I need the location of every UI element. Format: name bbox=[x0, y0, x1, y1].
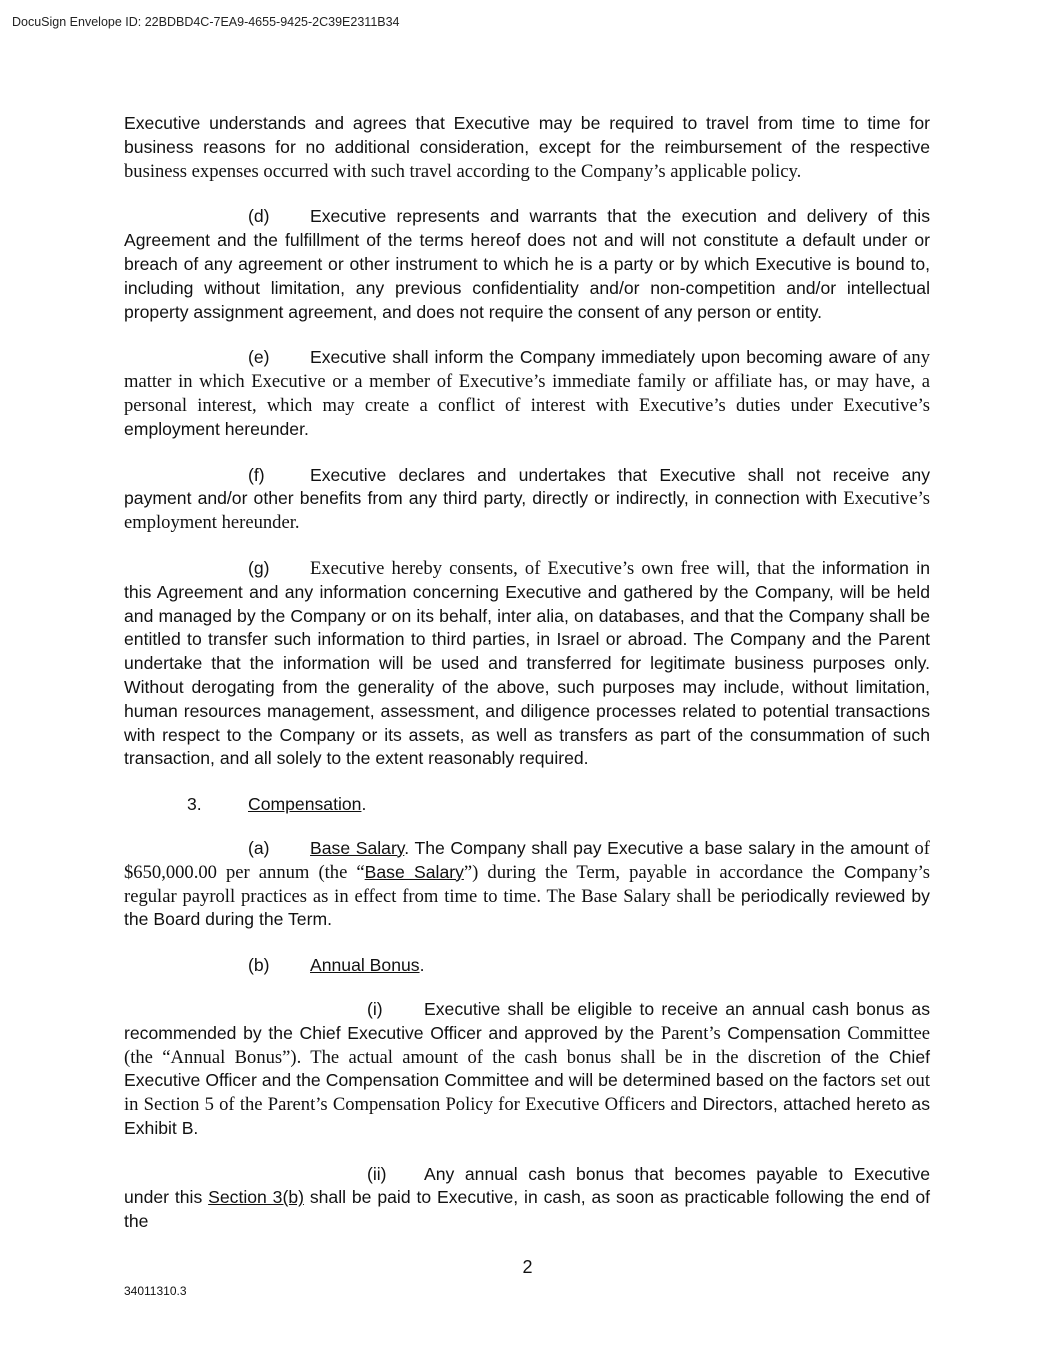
paragraph-g bbox=[124, 557, 930, 771]
paragraph-b-i-text-3: of the Chief Executive Officer and the Compensation Committee and will be determined based on the factors bbox=[124, 1046, 930, 1091]
paragraph-b-i bbox=[124, 998, 930, 1141]
paragraph-e-text-end: employment hereunder. bbox=[124, 418, 309, 439]
document-body bbox=[124, 112, 930, 1234]
paragraph-b-i-label: (i) bbox=[367, 998, 383, 1019]
paragraph-g-text-serif: Executive hereby consents, of Executive’s own free will, that the bbox=[310, 557, 822, 579]
paragraph-e bbox=[124, 346, 930, 441]
intro-paragraph bbox=[124, 112, 930, 183]
paragraph-a-text: . The Company shall pay Executive a base salary in the amount bbox=[404, 837, 915, 858]
paragraph-b-i-text-4: Directors, attached hereto as Exhibit B. bbox=[124, 1094, 930, 1138]
paragraph-b-heading-period: . bbox=[419, 955, 425, 976]
paragraph-e-text: Executive shall inform the Company immediately upon becoming aware of bbox=[310, 347, 904, 368]
paragraph-b-i-text-serif: Parent’s bbox=[660, 1022, 728, 1044]
section-3-number: 3. bbox=[187, 794, 202, 815]
paragraph-f-text-serif: Executive’s employment hereunder. bbox=[124, 488, 930, 534]
paragraph-a-label: (a) bbox=[248, 837, 270, 858]
paragraph-b bbox=[124, 954, 930, 978]
paragraph-a-heading: Base Salary bbox=[310, 837, 405, 858]
paragraph-e-label: (e) bbox=[248, 347, 270, 368]
paragraph-a-text-serif: of $650,000.00 per annum (the “ bbox=[124, 837, 930, 883]
page-number: 2 bbox=[522, 1257, 533, 1277]
section-3-title: Compensation bbox=[248, 794, 362, 815]
intro-text: Executive understands and agrees that Executive may be required to travel from time to time for business reasons for no additional consideration, except for the reimbursement of the respective bbox=[124, 113, 930, 157]
paragraph-g-label: (g) bbox=[248, 557, 270, 578]
paragraph-b-ii-text-2: shall be paid to Executive, in cash, as soon as practicable following the end of the bbox=[124, 1187, 930, 1232]
paragraph-b-i-text: Executive shall be eligible to receive an annual cash bonus as recommended by the Chief Executive Officer and approved by the bbox=[124, 998, 930, 1043]
paragraph-b-label: (b) bbox=[248, 955, 270, 976]
paragraph-b-heading: Annual Bonus bbox=[310, 955, 420, 976]
paragraph-d-text: Executive represents and warrants that the execution and delivery of this Agreement and the fulfillment of the terms hereof does not and will not constitute a default under or breach of any agreement or other instrument to which he is a party or by which Executive is bound to, including without limitation, any previous confidentiality and/or non-competition and/or intellectual property assignment agreement, and does not require the consent of any person or entity. bbox=[124, 206, 930, 322]
paragraph-b-i-text-serif-2: Committee (the “Annual Bonus”). The actual amount of the cash bonus shall be in the discretion bbox=[124, 1022, 930, 1068]
paragraph-b-i-text-serif-3: set out in Section 5 of the Parent’s Compensation Policy for Executive Officers and bbox=[124, 1070, 930, 1116]
paragraph-a bbox=[124, 837, 930, 932]
base-salary-defined-term: Base Salary bbox=[364, 861, 464, 882]
section-3-title-period: . bbox=[361, 794, 367, 815]
paragraph-a-text-2: Comp bbox=[843, 861, 891, 882]
paragraph-f-label: (f) bbox=[248, 464, 265, 485]
paragraph-b-i-text-2: Compensation bbox=[727, 1022, 848, 1043]
paragraph-a-text-3: periodically reviewed by the Board during the Term. bbox=[124, 885, 930, 930]
paragraph-f-text: Executive declares and undertakes that Executive shall not receive any payment and/or other benefits from any third party, directly or indirectly, in connection with bbox=[124, 464, 930, 509]
document-id: 34011310.3 bbox=[124, 1284, 187, 1298]
intro-text-serif: business expenses occurred with such travel according to the Company’s applicable policy. bbox=[124, 160, 802, 182]
section-3b-reference: Section 3(b) bbox=[208, 1187, 304, 1208]
section-3-heading bbox=[124, 793, 930, 817]
paragraph-b-ii-label: (ii) bbox=[367, 1163, 387, 1184]
paragraph-g-text: information in this Agreement and any information concerning Executive and gathered by the Company, will be held and managed by the Company or on its behalf, inter alia, on databases, and that the Company shall be entitled to transfer such information to third parties, in Israel or abroad. The Company and the Parent undertake that the information will be used and transferred for legitimate business purposes only. Without derogating from the generality of the above, such purposes may include, without limitation, human resources management, assessment, and diligence processes related to potential transactions with respect to the Company or its assets, as well as transfers as part of the consummation of such transaction, and all solely to the extent reasonably required. bbox=[124, 557, 930, 769]
paragraph-d-label: (d) bbox=[248, 206, 270, 227]
paragraph-d bbox=[124, 205, 930, 324]
paragraph-b-ii-text: Any annual cash bonus that becomes payable to Executive under this bbox=[124, 1163, 930, 1208]
docusign-envelope-id: DocuSign Envelope ID: 22BDBD4C-7EA9-4655-9425-2C39E2311B34 bbox=[12, 15, 400, 29]
paragraph-f bbox=[124, 464, 930, 535]
paragraph-e-text-serif: any matter in which Executive or a member of Executive’s immediate family or affiliate has, or may have, a personal interest, which may create a conflict of interest with Executive’s duties under Executive’s bbox=[124, 347, 930, 416]
paragraph-b-ii bbox=[124, 1163, 930, 1234]
paragraph-a-text-serif-2: ”) during the Term, payable in accordance the bbox=[463, 861, 844, 883]
paragraph-a-text-serif-3: any’s regular payroll practices as in effect from time to time. The Base Salary shall be bbox=[124, 861, 931, 907]
